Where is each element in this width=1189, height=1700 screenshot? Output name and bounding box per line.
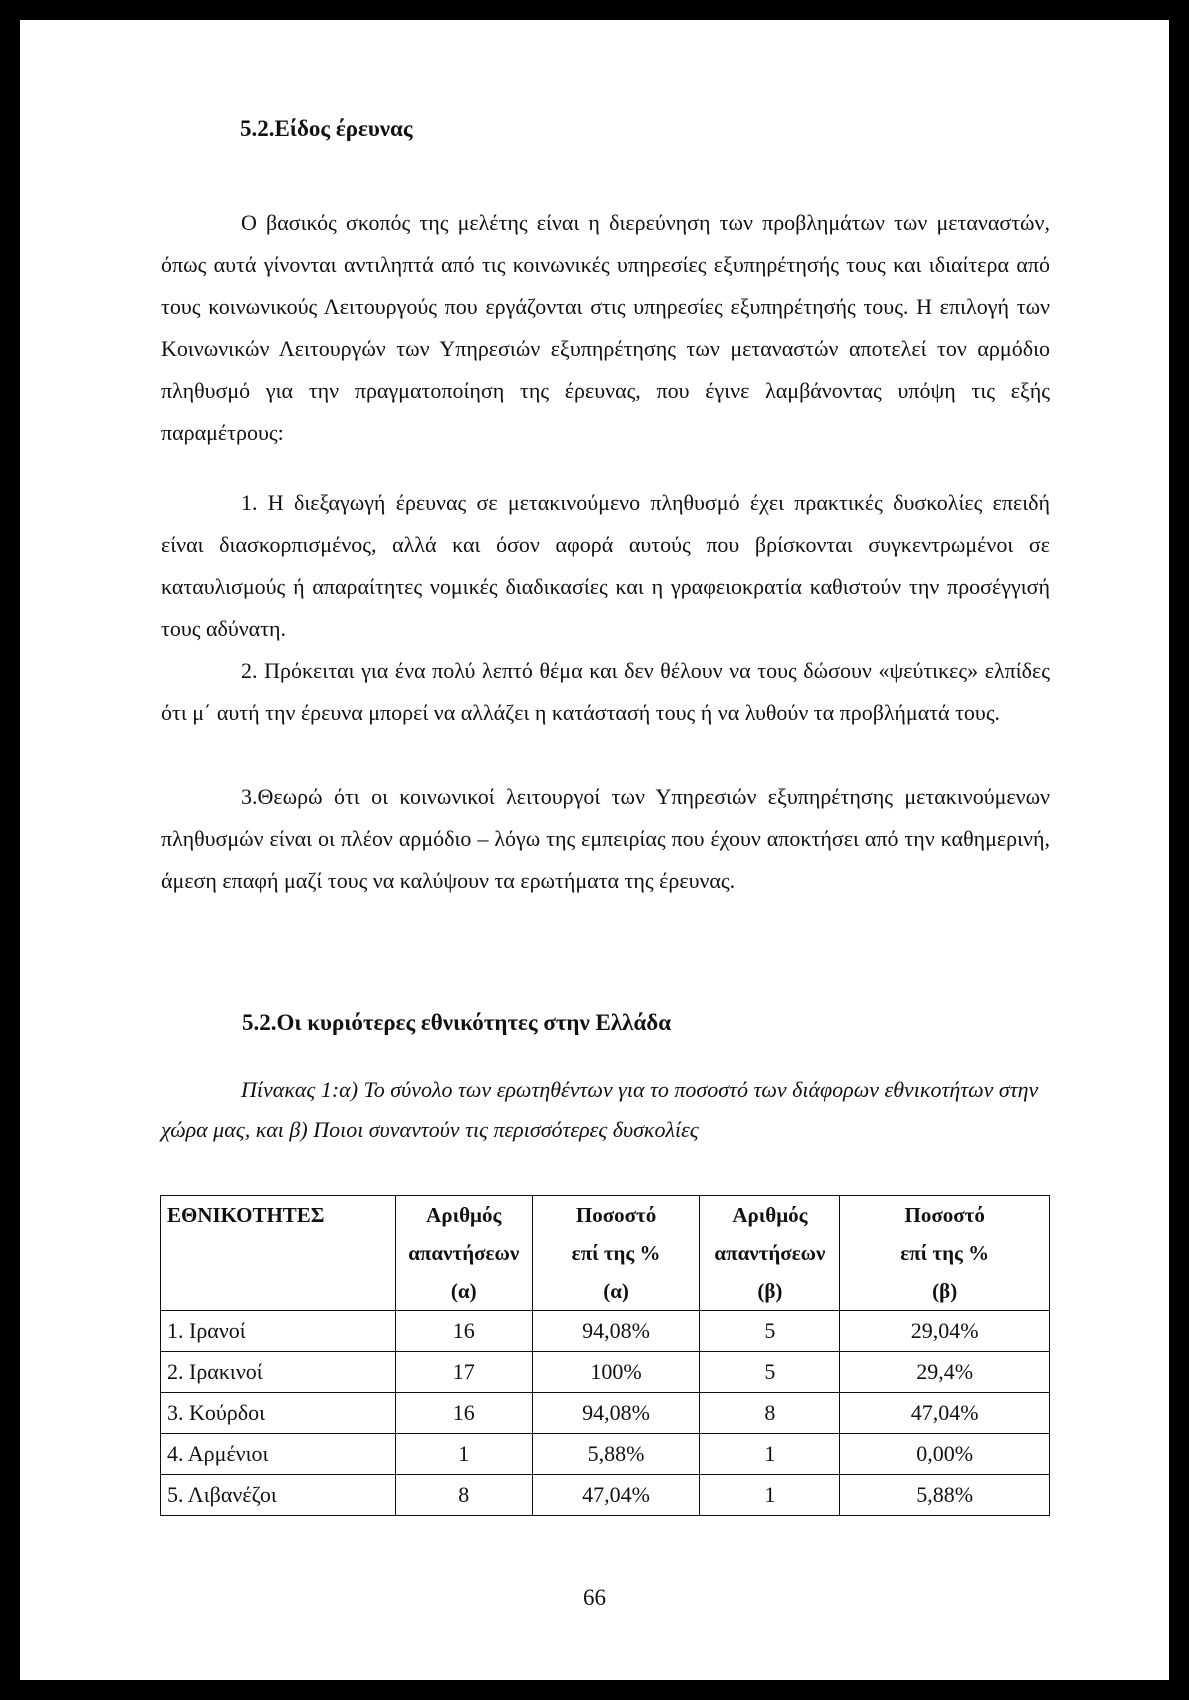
table-cell: 1 — [700, 1475, 840, 1516]
table-cell: 5 — [700, 1352, 840, 1393]
table-cell: 0,00% — [840, 1434, 1050, 1475]
header-line: απαντήσεων — [714, 1241, 826, 1265]
nationalities-table — [160, 1195, 1050, 1516]
table-cell-nationality: 2. Ιρακινοί — [161, 1352, 396, 1393]
table-cell-nationality: 3. Κούρδοι — [161, 1393, 396, 1434]
table-cell-nationality: 1. Ιρανοί — [161, 1311, 396, 1352]
header-line: επί της % — [900, 1241, 990, 1265]
table-caption: Πίνακας 1:α) Το σύνολο των ερωτηθέντων για το ποσοστό των διάφορων εθνικοτήτων στην χώρα μας, και β) Ποιοι συναντούν τις περισσότερες δυσκολίες — [161, 1077, 1039, 1142]
header-percent-b — [840, 1196, 1050, 1311]
header-line: (β) — [757, 1279, 783, 1303]
table-row — [161, 1475, 1050, 1516]
header-line: Ποσοστό — [904, 1203, 985, 1227]
table-cell: 29,4% — [840, 1352, 1050, 1393]
table-cell: 16 — [395, 1311, 532, 1352]
header-line: (α) — [450, 1279, 477, 1303]
table-cell-nationality: 4. Αρμένιοι — [161, 1434, 396, 1475]
header-nationalities — [161, 1196, 396, 1311]
table-cell: 47,04% — [840, 1393, 1050, 1434]
header-line: (β) — [932, 1279, 958, 1303]
header-line: Ποσοστό — [575, 1203, 657, 1227]
section-heading-research-type: 5.2.Είδος έρευνας — [240, 116, 413, 141]
table-cell: 29,04% — [840, 1311, 1050, 1352]
table-cell: 47,04% — [532, 1475, 700, 1516]
header-responses-a — [395, 1196, 532, 1311]
point-1-paragraph: 1. Η διεξαγωγή έρευνας σε μετακινούμενο πληθυσμό έχει πρακτικές δυσκολίες επειδή είναι διασκορπισμένος, αλλά και όσον αφορά αυτούς που βρίσκονται συγκεντρωμένοι σε καταυλισμούς ή απαραίτητες νομικές διαδικασίες και η γραφειοκρατία καθιστούν την προσέγγισή τους αδύνατη. — [161, 490, 1050, 641]
header-line: Αριθμός — [732, 1203, 808, 1227]
table-row — [161, 1393, 1050, 1434]
table-cell: 1 — [700, 1434, 840, 1475]
table-cell-nationality: 5. Λιβανέζοι — [161, 1475, 396, 1516]
table-row — [161, 1352, 1050, 1393]
table-cell: 5 — [700, 1311, 840, 1352]
table-cell: 8 — [395, 1475, 532, 1516]
table-header-row — [161, 1196, 1050, 1311]
table-cell: 94,08% — [532, 1311, 700, 1352]
point-3-paragraph: 3.Θεωρώ ότι οι κοινωνικοί λειτουργοί των Υπηρεσιών εξυπηρέτησης μετακινούμενων πληθυσμών είναι οι πλέον αρμόδιο – λόγω της εμπειρίας που έχουν αποκτήσει από την καθημερινή, άμεση επαφή μαζί τους να καλύψουν τα ερωτήματα της έρευνας. — [161, 784, 1050, 893]
table-row — [161, 1311, 1050, 1352]
table-cell: 94,08% — [532, 1393, 700, 1434]
header-percent-a — [532, 1196, 700, 1311]
table-cell: 17 — [395, 1352, 532, 1393]
header-line: (α) — [603, 1279, 629, 1303]
header-line: ΕΘΝΙΚΟΤΗΤΕΣ — [167, 1203, 325, 1227]
table-cell: 5,88% — [532, 1434, 700, 1475]
table-cell: 8 — [700, 1393, 840, 1434]
point-2-paragraph: 2. Πρόκειται για ένα πολύ λεπτό θέμα και δεν θέλουν να τους δώσουν «ψεύτικες» ελπίδες ότι μ΄ αυτή την έρευνα μπορεί να αλλάζει η κατάστασή τους ή να λυθούν τα προβλήματά τους. — [161, 658, 1050, 725]
header-line: Αριθμός — [426, 1203, 502, 1227]
page-number: 66 — [583, 1585, 606, 1610]
document-page — [20, 20, 1169, 1680]
table-cell: 5,88% — [840, 1475, 1050, 1516]
table-cell: 16 — [395, 1393, 532, 1434]
header-line: επί της % — [571, 1241, 661, 1265]
header-responses-b — [700, 1196, 840, 1311]
header-line: απαντήσεων — [408, 1241, 520, 1265]
table-cell: 100% — [532, 1352, 700, 1393]
table-row — [161, 1434, 1050, 1475]
intro-paragraph: Ο βασικός σκοπός της μελέτης είναι η διερεύνηση των προβλημάτων των μεταναστών, όπως αυτά γίνονται αντιληπτά από τις κοινωνικές υπηρεσίες εξυπηρέτησής τους και ιδιαίτερα από τους κοινωνικούς Λειτουργούς που εργάζονται στις υπηρεσίες εξυπηρέτησής τους. Η επιλογή των Κοινωνικών Λειτουργών των Υπηρεσιών εξυπηρέτησης των μεταναστών αποτελεί τον αρμόδιο πληθυσμό για την πραγματοποίηση της έρευνας, που έγινε λαμβάνοντας υπόψη τις εξής παραμέτρους: — [161, 210, 1050, 445]
section-heading-nationalities: 5.2.Οι κυριότερες εθνικότητες στην Ελλάδα — [242, 1010, 672, 1035]
table-cell: 1 — [395, 1434, 532, 1475]
